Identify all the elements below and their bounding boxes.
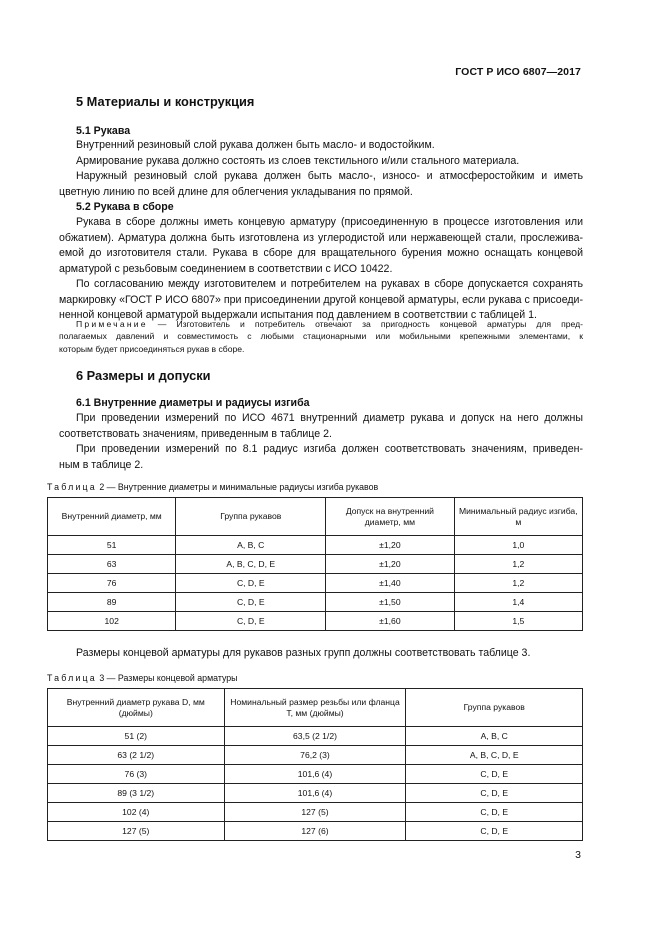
table-header-cell: Внутренний диаметр рукава D, мм (дюймы) xyxy=(48,689,225,727)
table-cell: 51 xyxy=(48,536,176,555)
paragraph-line: Армирование рукава должно состоять из слоев текстильного и/или стального материала. xyxy=(76,154,520,167)
table-3 xyxy=(47,688,583,841)
table-cell: A, B, C, D, E xyxy=(176,555,326,574)
table-caption-text: 2 — Внутренние диаметры и минимальные радиусы изгиба рукавов xyxy=(96,482,379,492)
table-cell: 1,2 xyxy=(454,574,582,593)
paragraph-line: цветную линию по всей длине для облегчения укладывания по прямой. xyxy=(59,185,413,198)
table-row xyxy=(48,765,583,784)
table-cell: 1,0 xyxy=(454,536,582,555)
table-cell: 127 (5) xyxy=(224,803,406,822)
table-cell: 89 (3 1/2) xyxy=(48,784,225,803)
paragraph-line: По согласованию между изготовителем и потребителем на рукавах в сборе допускается сохранять xyxy=(76,278,583,290)
table-cell: 63 xyxy=(48,555,176,574)
paragraph-line: Внутренний резиновый слой рукава должен быть масло- и водостойким. xyxy=(76,139,435,151)
table-header-cell: Допуск на внутренний диаметр, мм xyxy=(326,498,454,536)
note-first-line xyxy=(59,318,583,330)
table-2 xyxy=(47,497,583,631)
section-5-title: 5 Материалы и конструкция xyxy=(76,94,255,109)
table-header-cell: Группа рукавов xyxy=(176,498,326,536)
paragraph-line: емой до изготовителя стали. Рукава в сборе для вращательного бурения можно оснащать концевой xyxy=(59,247,583,259)
table-cell: C, D, E xyxy=(176,612,326,631)
section-6-1-text xyxy=(59,411,583,473)
table-cell: ±1,20 xyxy=(326,536,454,555)
paragraph-line: маркировку «ГОСТ Р ИСО 6807» при присоединении другой концевой арматуры, если рукава с присоеди- xyxy=(59,293,583,306)
table-cell: ±1,50 xyxy=(326,593,454,612)
table-cell: C, D, E xyxy=(406,822,583,841)
table-row xyxy=(48,574,583,593)
table-cell: C, D, E xyxy=(176,574,326,593)
document-id-header: ГОСТ Р ИСО 6807—2017 xyxy=(455,66,581,78)
table-row xyxy=(48,822,583,841)
note-line: полагаемых давлений и совместимость с любыми стационарными или мобильными крепежными элементами, к xyxy=(59,331,583,342)
paragraph-line: Рукава в сборе должны иметь концевую арматуру (присоединенную в процессе изготовления или xyxy=(76,216,583,228)
table-cell: 76 (3) xyxy=(48,765,225,784)
table-cell: 76,2 (3) xyxy=(224,746,406,765)
note-label: Примечание xyxy=(76,319,148,329)
table-cell: 1,2 xyxy=(454,555,582,574)
table-caption-text: 3 — Размеры концевой арматуры xyxy=(96,673,238,683)
table-cell: 89 xyxy=(48,593,176,612)
table-header-cell: Внутренний диаметр, мм xyxy=(48,498,176,536)
table-cell: 76 xyxy=(48,574,176,593)
table-row xyxy=(48,746,583,765)
table-3-caption xyxy=(47,673,237,683)
table-header-row xyxy=(48,689,583,727)
table-cell: ±1,60 xyxy=(326,612,454,631)
table-cell: 102 (4) xyxy=(48,803,225,822)
note-block xyxy=(59,318,583,355)
table-cell: A, B, C, D, E xyxy=(406,746,583,765)
table-cell: ±1,20 xyxy=(326,555,454,574)
table-cell: 1,5 xyxy=(454,612,582,631)
page-number: 3 xyxy=(575,849,581,861)
note-text: — Изготовитель и потребитель отвечают за пригодность концевой арматуры для пред- xyxy=(147,319,583,329)
table-cell: 51 (2) xyxy=(48,727,225,746)
table-cell: 102 xyxy=(48,612,176,631)
table-cell: 1,4 xyxy=(454,593,582,612)
section-6-title: 6 Размеры и допуски xyxy=(76,368,211,383)
table-cell: 63,5 (2 1/2) xyxy=(224,727,406,746)
table-cell: A, B, C xyxy=(176,536,326,555)
table-cell: 127 (5) xyxy=(48,822,225,841)
table-row xyxy=(48,612,583,631)
table-cell: C, D, E xyxy=(406,803,583,822)
table-cell: ±1,40 xyxy=(326,574,454,593)
table-cell: C, D, E xyxy=(406,765,583,784)
table-header-cell: Минимальный радиус изгиба, м xyxy=(454,498,582,536)
paragraph-line: При проведении измерений по 8.1 радиус изгиба должен соответствовать значениям, приведен- xyxy=(76,443,583,455)
table-3-intro xyxy=(59,646,583,662)
section-5-2-text xyxy=(59,215,583,324)
paragraph-line: ненной концевой арматурой выдержали испытания под давлением в соответствии с таблицей 1. xyxy=(59,309,537,321)
table-cell: 101,6 (4) xyxy=(224,765,406,784)
paragraph-line: обжатием). Арматура должна быть изготовлена из углеродистой или нержавеющей стали, прослежива- xyxy=(59,231,583,244)
section-6-1-title: 6.1 Внутренние диаметры и радиусы изгиба xyxy=(76,397,310,409)
table-header-row xyxy=(48,498,583,536)
table-cell: C, D, E xyxy=(176,593,326,612)
paragraph-line: соответствовать значениям, приведенным в таблице 2. xyxy=(59,427,332,440)
table-row xyxy=(48,727,583,746)
paragraph-line: Наружный резиновый слой рукава должен быть масло-, износо- и атмосферостойким и иметь xyxy=(76,170,583,182)
table-cell: A, B, C xyxy=(406,727,583,746)
table-row xyxy=(48,803,583,822)
table-cell: 63 (2 1/2) xyxy=(48,746,225,765)
paragraph-line: ным в таблице 2. xyxy=(59,458,144,471)
table-cell: C, D, E xyxy=(406,784,583,803)
table-row xyxy=(48,555,583,574)
table-header-cell: Номинальный размер резьбы или фланца T, мм (дюймы) xyxy=(224,689,406,727)
table-cell: 101,6 (4) xyxy=(224,784,406,803)
table-label: Таблица xyxy=(47,673,97,683)
paragraph-line: При проведении измерений по ИСО 4671 внутренний диаметр рукава и допуск на него должны xyxy=(76,412,583,424)
table-row xyxy=(48,593,583,612)
table-row xyxy=(48,784,583,803)
section-5-1-title: 5.1 Рукава xyxy=(76,125,131,137)
paragraph-line: арматурой с резьбовым соединением в соответствии с ИСО 10422. xyxy=(59,262,393,275)
section-5-2-title: 5.2 Рукава в сборе xyxy=(76,201,174,213)
table-label: Таблица xyxy=(47,482,97,492)
table-row xyxy=(48,536,583,555)
note-line: которым будет присоединяться рукав в сборе. xyxy=(59,343,245,354)
table-cell: 127 (6) xyxy=(224,822,406,841)
section-5-1-text xyxy=(59,138,583,200)
paragraph-line: Размеры концевой арматуры для рукавов разных групп должны соответствовать таблице 3. xyxy=(76,647,531,659)
table-2-caption xyxy=(47,482,378,492)
table-header-cell: Группа рукавов xyxy=(406,689,583,727)
